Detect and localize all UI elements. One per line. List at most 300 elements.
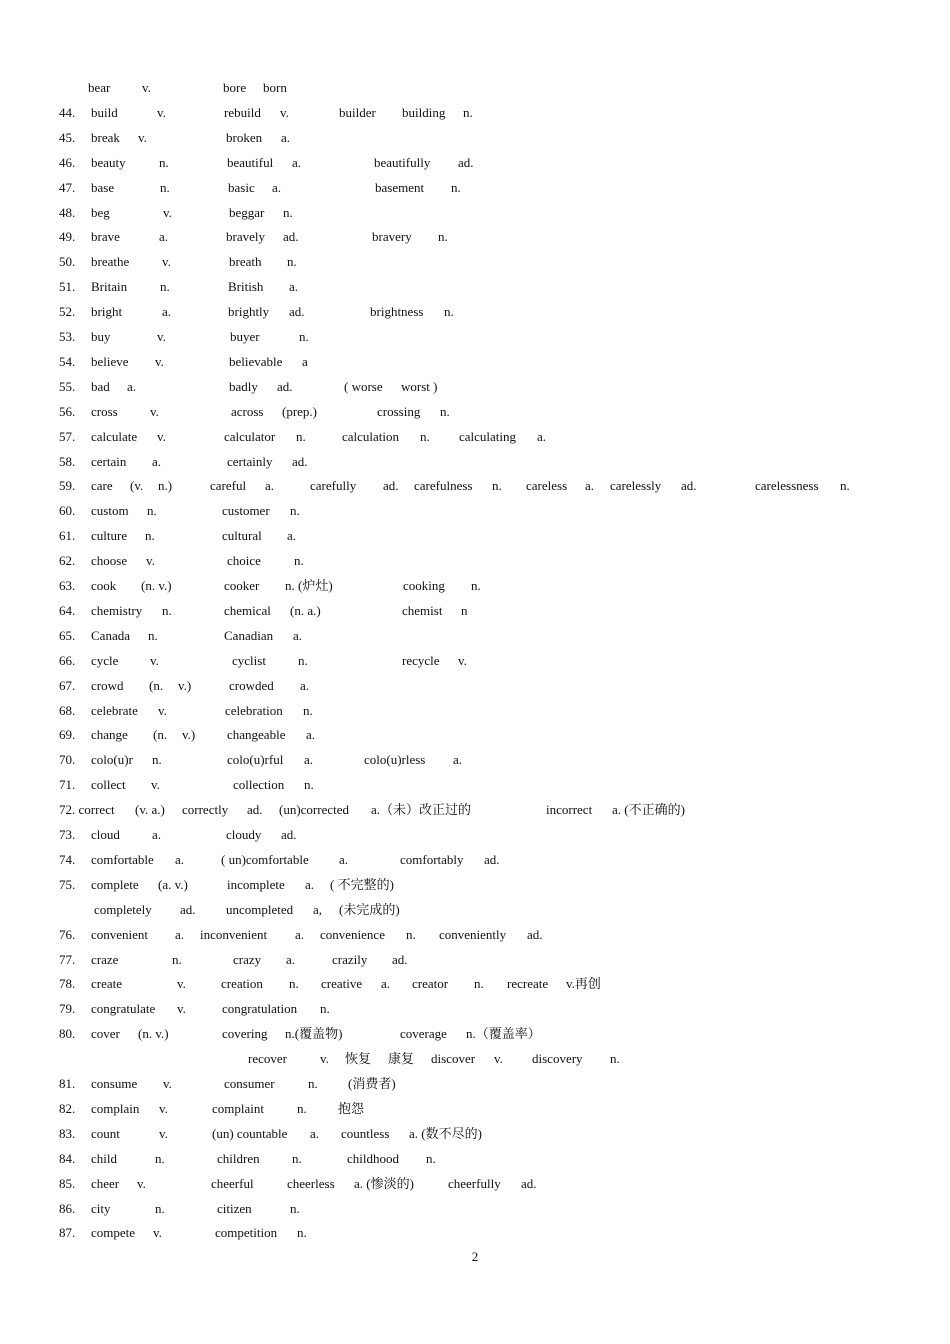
vocab-token: n. — [406, 926, 416, 942]
vocab-token: care — [91, 478, 113, 494]
vocab-token: beautifully — [374, 154, 431, 170]
vocab-token: cloud — [91, 827, 120, 842]
vocab-token: v. — [155, 353, 164, 369]
vocab-token: n. — [289, 976, 299, 992]
vocab-token: cook — [91, 578, 117, 593]
vocab-token: a. — [381, 976, 391, 992]
vocab-token: believable — [229, 353, 283, 369]
vocab-token: v. — [146, 553, 155, 569]
vocab-token: certainly — [227, 453, 273, 469]
vocab-token: 52. — [59, 304, 76, 320]
vocab-token: culture — [91, 528, 128, 544]
vocab-token: cloudy — [226, 827, 262, 842]
vocab-token: 48. — [59, 204, 76, 220]
vocab-token: v.再创 — [566, 976, 601, 992]
vocab-token: calculate — [91, 428, 138, 444]
vocab-token: calculation — [342, 428, 400, 444]
vocab-token: n. — [610, 1051, 620, 1067]
vocab-token: brave — [91, 229, 120, 245]
vocab-token: n. — [297, 1100, 307, 1116]
vocab-token: (v. a.) — [135, 802, 165, 818]
vocab-token: n. — [294, 553, 304, 569]
vocab-token: n — [461, 602, 468, 618]
vocab-line — [0, 1174, 950, 1194]
vocab-line — [0, 750, 950, 770]
vocab-line — [0, 576, 950, 596]
vocab-token: n. — [287, 254, 297, 270]
vocab-token: (prep.) — [282, 403, 318, 419]
vocab-token: v. — [320, 1051, 329, 1067]
vocab-token: v. — [163, 204, 172, 220]
vocab-token: n. — [438, 229, 448, 245]
vocab-token: 76. — [59, 926, 76, 942]
vocab-token: 62. — [59, 553, 76, 569]
vocab-token: a. — [272, 179, 282, 195]
vocab-token: Britain — [91, 279, 128, 295]
vocab-token: bad — [91, 378, 110, 394]
vocab-token: n. — [296, 428, 306, 444]
vocab-token: 79. — [59, 1001, 76, 1017]
vocab-token: ad. — [247, 802, 263, 818]
vocab-token: basement — [375, 179, 425, 195]
vocab-token: child — [91, 1150, 117, 1166]
vocab-token: n. — [290, 1200, 300, 1216]
vocab-token: creation — [221, 976, 263, 992]
vocab-line — [0, 601, 950, 621]
vocab-token: 57. — [59, 428, 76, 444]
vocab-token: discover — [431, 1051, 476, 1067]
vocab-token: 73. — [59, 827, 76, 842]
vocab-token: careful — [210, 478, 247, 494]
vocab-token: cheerful — [211, 1175, 254, 1191]
vocab-token: n. — [840, 478, 850, 494]
vocab-token: n. — [162, 602, 172, 618]
vocab-line — [0, 875, 950, 895]
vocab-token: beauty — [91, 154, 126, 170]
vocab-line — [0, 203, 950, 223]
vocab-token: n. — [444, 304, 454, 320]
vocab-token: childhood — [347, 1150, 399, 1166]
vocab-token: n. — [283, 204, 293, 220]
vocab-line — [0, 327, 950, 347]
vocab-token: v. — [138, 129, 147, 145]
vocab-token: 83. — [59, 1125, 76, 1141]
vocab-token: 51. — [59, 279, 76, 295]
vocab-token: 71. — [59, 777, 76, 793]
vocab-token: a. — [159, 229, 169, 245]
vocab-token: 65. — [59, 627, 76, 643]
vocab-line — [0, 1024, 950, 1044]
vocab-token: competition — [215, 1225, 278, 1241]
vocab-token: across — [231, 403, 264, 419]
vocab-token: chemical — [224, 602, 271, 618]
vocab-token: n. — [290, 503, 300, 519]
vocab-token: choice — [227, 553, 261, 569]
vocab-token: ad. — [458, 154, 474, 170]
vocab-token: n. — [148, 627, 158, 643]
vocab-token: a. — [585, 478, 595, 494]
vocab-line — [0, 1099, 950, 1119]
vocab-token: building — [402, 104, 446, 120]
vocab-token: n. — [147, 503, 157, 519]
vocab-token: v. — [494, 1051, 503, 1067]
vocab-token: v. — [159, 1100, 168, 1116]
vocab-token: choose — [91, 553, 128, 569]
vocab-token: complete — [91, 876, 139, 892]
vocab-token: 53. — [59, 329, 76, 344]
vocab-line — [0, 227, 950, 247]
vocab-token: bore — [223, 80, 247, 95]
vocab-line — [0, 950, 950, 970]
vocab-token: cross — [91, 403, 118, 419]
vocab-token: uncompleted — [226, 901, 294, 917]
vocab-token: 74. — [59, 851, 76, 867]
vocab-token: discovery — [532, 1051, 583, 1067]
vocab-token: basic — [228, 179, 255, 195]
vocab-line — [0, 725, 950, 745]
vocab-token: covering — [222, 1026, 268, 1042]
vocab-token: complain — [91, 1100, 140, 1116]
vocab-token: n.（覆盖率） — [466, 1026, 541, 1042]
vocab-token: carelessly — [610, 478, 662, 494]
vocab-token: (a. v.) — [158, 876, 188, 892]
vocab-token: carefulness — [414, 478, 473, 494]
vocab-token: 75. — [59, 876, 76, 892]
vocab-token: bright — [91, 304, 123, 320]
vocab-line — [0, 501, 950, 521]
vocab-token: crowd — [91, 677, 124, 693]
vocab-token: a. — [175, 851, 185, 867]
vocab-token: n. — [304, 777, 314, 793]
vocab-token: ad. — [281, 827, 297, 842]
vocab-token: v. — [159, 1125, 168, 1141]
vocab-token: 78. — [59, 976, 76, 992]
vocab-token: chemistry — [91, 602, 143, 618]
vocab-token: break — [91, 129, 120, 145]
vocab-token: 45. — [59, 129, 76, 145]
vocab-token: v. — [157, 104, 166, 120]
vocab-token: cooking — [403, 578, 445, 593]
vocab-token: a. (数不尽的) — [409, 1125, 482, 1141]
vocab-token: chemist — [402, 602, 443, 618]
vocab-line — [0, 1124, 950, 1144]
vocab-token: ad. — [527, 926, 543, 942]
vocab-line — [0, 277, 950, 297]
vocab-line — [0, 1223, 950, 1243]
vocab-token: a. — [310, 1125, 320, 1141]
vocab-token: breath — [229, 254, 262, 270]
vocab-line — [0, 626, 950, 646]
vocab-token: creator — [412, 976, 449, 992]
vocab-token: 84. — [59, 1150, 76, 1166]
vocab-token: a.（未）改正过的 — [371, 802, 472, 818]
vocab-token: congratulation — [222, 1001, 298, 1017]
vocab-token: (n. v.) — [138, 1026, 169, 1042]
vocab-token: 58. — [59, 453, 76, 469]
vocab-token: a. — [292, 154, 302, 170]
vocab-line — [0, 1149, 950, 1169]
vocab-token: ad. — [180, 901, 196, 917]
vocab-token: ad. — [289, 304, 305, 320]
vocab-token: 86. — [59, 1200, 76, 1216]
vocab-line — [0, 999, 950, 1019]
vocab-line — [0, 1049, 950, 1069]
vocab-token: changeable — [227, 727, 286, 743]
vocab-token: ( un)comfortable — [221, 851, 309, 867]
vocab-token: believe — [91, 353, 129, 369]
vocab-token: colo(u)rful — [227, 752, 284, 768]
vocab-token: change — [91, 727, 128, 743]
vocab-token: builder — [339, 104, 376, 120]
vocab-token: crossing — [377, 403, 421, 419]
vocab-token: city — [91, 1200, 111, 1216]
vocab-token: 77. — [59, 951, 76, 967]
vocab-token: cultural — [222, 528, 262, 544]
vocab-token: 85. — [59, 1175, 76, 1191]
vocab-token: cheer — [91, 1175, 120, 1191]
vocab-token: beautiful — [227, 154, 274, 170]
vocab-token: compete — [91, 1225, 136, 1241]
vocab-token: badly — [229, 378, 258, 394]
vocab-token: n. (炉灶) — [285, 578, 333, 593]
vocab-token: v.) — [178, 677, 192, 693]
vocab-token: complaint — [212, 1100, 264, 1116]
vocab-token: consume — [91, 1076, 138, 1091]
vocab-token: worst ) — [401, 378, 438, 394]
vocab-token: beggar — [229, 204, 265, 220]
vocab-token: Canada — [91, 627, 130, 643]
vocab-token: convenience — [320, 926, 385, 942]
vocab-token: a. — [289, 279, 299, 295]
vocab-token: correctly — [182, 802, 229, 818]
vocab-token: create — [91, 976, 123, 992]
vocab-token: convenient — [91, 926, 149, 942]
vocab-token: custom — [91, 503, 129, 519]
vocab-line — [0, 377, 950, 397]
vocab-token: a. — [265, 478, 275, 494]
vocab-token: conveniently — [439, 926, 507, 942]
vocab-line — [0, 78, 950, 98]
vocab-token: 56. — [59, 403, 76, 419]
vocab-token: (un)corrected — [279, 802, 350, 818]
vocab-token: citizen — [217, 1200, 252, 1216]
vocab-line — [0, 775, 950, 795]
vocab-token: 64. — [59, 602, 76, 618]
vocab-token: n. — [299, 329, 309, 344]
vocab-token: v.) — [182, 727, 196, 743]
vocab-token: n. — [155, 1150, 165, 1166]
vocab-token: a. (不正确的) — [612, 802, 685, 818]
vocab-token: a. — [127, 378, 137, 394]
vocab-token: (n. — [149, 677, 164, 693]
vocab-line — [0, 526, 950, 546]
vocab-token: colo(u)r — [91, 752, 133, 768]
vocab-token: n. — [160, 179, 170, 195]
vocab-token: 82. — [59, 1100, 76, 1116]
vocab-token: ( worse — [344, 378, 383, 394]
vocab-token: 54. — [59, 353, 76, 369]
vocab-token: n. — [297, 1225, 307, 1241]
vocab-token: cheerfully — [448, 1175, 501, 1191]
vocab-token: n. — [298, 652, 308, 668]
vocab-token: calculator — [224, 428, 276, 444]
vocab-token: a. — [175, 926, 185, 942]
vocab-token: customer — [222, 503, 270, 519]
vocab-token: build — [91, 104, 118, 120]
vocab-token: buyer — [230, 329, 260, 344]
vocab-token: children — [217, 1150, 260, 1166]
vocab-token: colo(u)rless — [364, 752, 426, 768]
vocab-token: n. — [172, 951, 182, 967]
vocab-token: a. — [162, 304, 172, 320]
vocab-line — [0, 974, 950, 994]
vocab-token: n. — [440, 403, 450, 419]
vocab-token: 47. — [59, 179, 76, 195]
vocab-token: (n. v.) — [141, 578, 172, 593]
vocab-token: 59. — [59, 478, 76, 494]
vocab-token: incorrect — [546, 802, 593, 818]
vocab-token: a. — [305, 876, 315, 892]
vocab-token: v. — [157, 428, 166, 444]
vocab-token: n. — [420, 428, 430, 444]
vocab-token: cheerless — [287, 1175, 335, 1191]
vocab-line — [0, 1074, 950, 1094]
vocab-token: n. — [155, 1200, 165, 1216]
vocab-token: consumer — [224, 1076, 275, 1091]
vocab-token: base — [91, 179, 115, 195]
vocab-token: v. — [280, 104, 289, 120]
vocab-token: recreate — [507, 976, 549, 992]
vocab-line — [0, 178, 950, 198]
vocab-token: 66. — [59, 652, 76, 668]
vocab-token: bravely — [226, 229, 265, 245]
vocab-token: 67. — [59, 677, 76, 693]
vocab-token: brightness — [370, 304, 424, 320]
vocab-token: (v. — [130, 478, 144, 494]
vocab-line — [0, 252, 950, 272]
vocab-token: v. — [158, 702, 167, 718]
vocab-token: collect — [91, 777, 126, 793]
vocab-line — [0, 128, 950, 148]
vocab-token: 60. — [59, 503, 76, 519]
vocab-line — [0, 402, 950, 422]
vocab-token: ad. — [292, 453, 308, 469]
vocab-token: 68. — [59, 702, 76, 718]
vocab-token: v. — [157, 329, 166, 344]
vocab-token: cycle — [91, 652, 119, 668]
vocab-token: a. — [537, 428, 547, 444]
vocab-token: n. — [160, 279, 170, 295]
vocab-token: v. — [177, 976, 186, 992]
vocab-token: inconvenient — [200, 926, 268, 942]
vocab-token: a — [302, 353, 308, 369]
vocab-token: recover — [248, 1051, 287, 1067]
vocab-token: 49. — [59, 229, 76, 245]
vocab-token: careless — [526, 478, 568, 494]
vocab-token: countless — [341, 1125, 390, 1141]
vocab-token: 61. — [59, 528, 76, 544]
vocab-token: 63. — [59, 578, 76, 593]
vocab-line — [0, 701, 950, 721]
vocab-token: brightly — [228, 304, 270, 320]
vocab-token: v. — [177, 1001, 186, 1017]
vocab-line — [0, 676, 950, 696]
vocab-token: n. — [152, 752, 162, 768]
vocab-token: ad. — [681, 478, 697, 494]
vocab-token: ( 不完整的) — [330, 876, 394, 892]
vocab-token: Canadian — [224, 627, 274, 643]
vocab-token: breathe — [91, 254, 130, 270]
vocab-token: 80. — [59, 1026, 76, 1042]
vocab-line — [0, 153, 950, 173]
vocab-token: 70. — [59, 752, 76, 768]
vocab-token: n. — [159, 154, 169, 170]
vocab-token: craze — [91, 951, 119, 967]
vocab-token: v. — [153, 1225, 162, 1241]
vocab-token: n.(覆盖物) — [285, 1026, 343, 1042]
vocab-token: count — [91, 1125, 120, 1141]
vocab-token: completely — [94, 901, 152, 917]
vocab-token: coverage — [400, 1026, 447, 1042]
vocab-token: 69. — [59, 727, 76, 743]
vocab-line — [0, 651, 950, 671]
vocab-token: 81. — [59, 1076, 76, 1091]
vocab-token: v. — [142, 80, 151, 95]
vocab-token: crazy — [233, 951, 262, 967]
vocab-token: n. — [492, 478, 502, 494]
vocab-line — [0, 352, 950, 372]
vocab-token: cyclist — [232, 652, 266, 668]
vocab-line — [0, 800, 950, 820]
vocab-token: v. — [150, 652, 159, 668]
vocab-token: collection — [233, 777, 285, 793]
vocab-token: a. (惨淡的) — [354, 1175, 414, 1191]
vocab-token: buy — [91, 329, 111, 344]
vocab-token: 抱怨 — [338, 1100, 365, 1116]
vocab-token: n. — [463, 104, 473, 120]
vocab-token: a. — [295, 926, 305, 942]
vocab-token: bravery — [372, 229, 412, 245]
vocab-token: a. — [286, 951, 296, 967]
vocab-token: v. — [150, 403, 159, 419]
vocab-token: rebuild — [224, 104, 261, 120]
vocab-line — [0, 551, 950, 571]
vocab-line — [0, 103, 950, 123]
vocab-token: ad. — [383, 478, 399, 494]
vocab-token: British — [228, 279, 264, 295]
vocab-line — [0, 825, 950, 845]
vocab-token: 50. — [59, 254, 76, 270]
vocab-token: recycle — [402, 652, 440, 668]
vocab-token: 恢复 — [345, 1051, 372, 1067]
vocab-token: n. — [303, 702, 313, 718]
vocab-token: 46. — [59, 154, 76, 170]
vocab-token: ad. — [392, 951, 408, 967]
vocab-token: broken — [226, 129, 263, 145]
vocab-token: n. — [426, 1150, 436, 1166]
vocab-token: 87. — [59, 1225, 76, 1241]
vocab-token: a. — [453, 752, 463, 768]
vocab-token: n. — [474, 976, 484, 992]
vocab-token: ad. — [484, 851, 500, 867]
vocab-token: n.) — [158, 478, 173, 494]
vocab-token: (消费者) — [348, 1076, 396, 1091]
vocab-token: carefully — [310, 478, 357, 494]
vocab-token: a, — [313, 901, 323, 917]
vocab-token: comfortable — [91, 851, 154, 867]
vocab-token: ad. — [283, 229, 299, 245]
vocab-line — [0, 452, 950, 472]
